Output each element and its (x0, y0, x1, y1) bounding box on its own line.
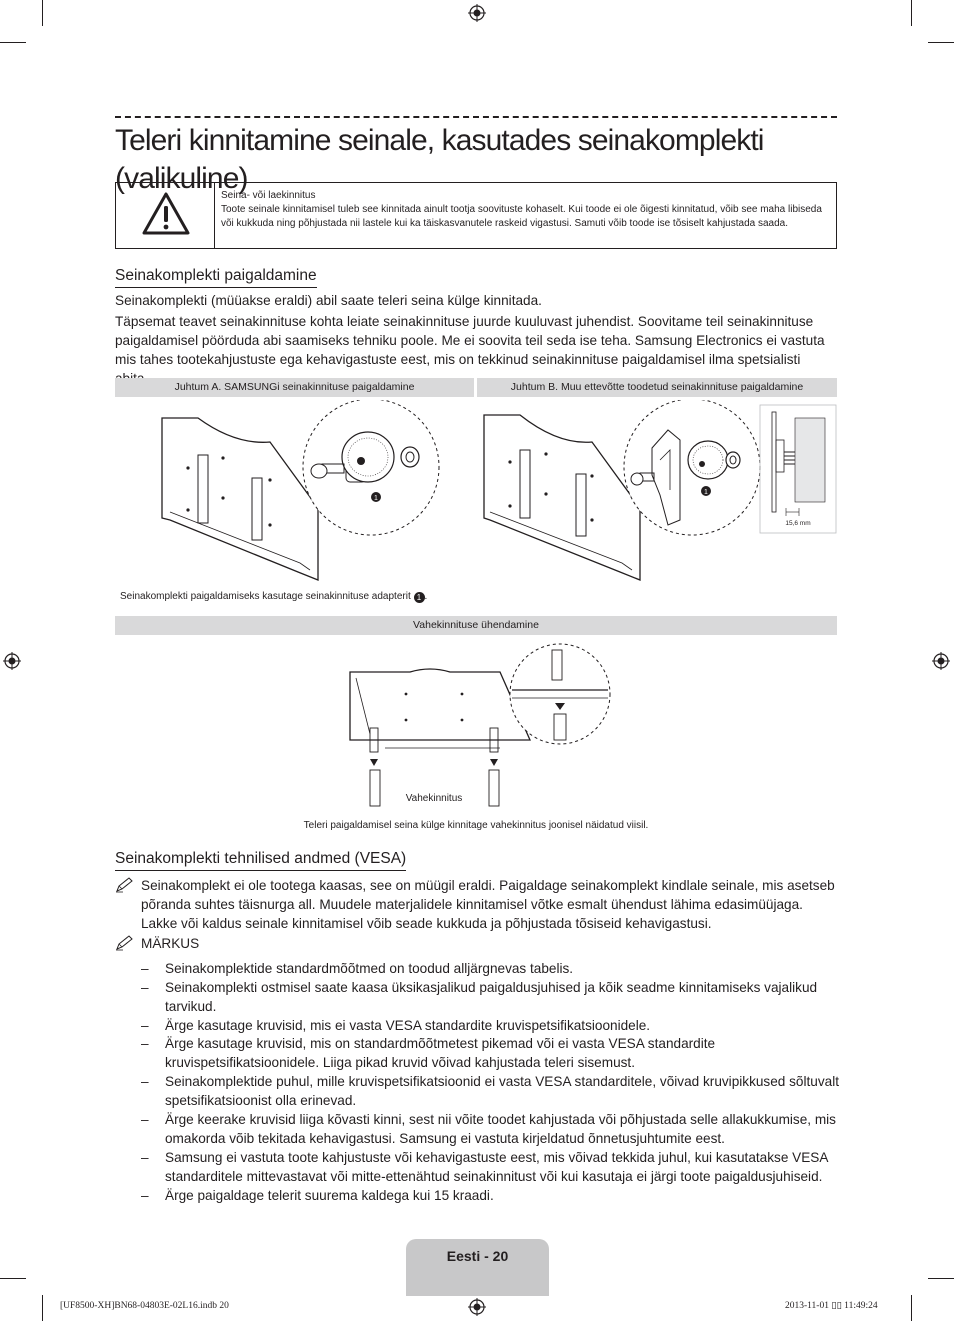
spacer-label: Vahekinnitus (405, 793, 463, 804)
warning-triangle-icon (141, 191, 191, 237)
adapter-caption-text: Seinakomplekti paigaldamiseks kasutage seinakinnituse adapterit (120, 591, 411, 602)
caution-box (115, 182, 837, 249)
spacer-caption: Teleri paigaldamisel seina külge kinnitage vahekinnitus joonisel näidatud viisil. (303, 820, 649, 831)
caution-body: Toote seinale kinnitamisel tuleb see kinnitada ainult tootja soovituste kohaselt. Kui toode ei ole õigesti kinnitatud, võib see maha libiseda või kukkuda ning põhjustada nii lastele kui ka täiskasvanutele raskeid vigastusi. Samuti võib toode ise tõsiselt kahjustada saada. (221, 204, 822, 229)
crop-mark (42, 0, 43, 26)
registration-mark-icon (3, 652, 21, 670)
case-b-header: Juhtum B. Muu ettevõtte toodetud seinakinnituse paigaldamine (477, 378, 837, 397)
vesa-note-2-text: MÄRKUS (141, 936, 200, 951)
note-pencil-icon (115, 876, 135, 894)
crop-mark (928, 1278, 954, 1279)
caution-icon-cell (116, 183, 215, 248)
install-heading: Seinakomplekti paigaldamine (115, 266, 317, 288)
adapter-caption: Seinakomplekti paigaldamiseks kasutage seinakinnituse adapterit 1 . (120, 591, 428, 602)
page-title: Teleri kinnitamine seinale, kasutades seinakomplekti (valikuline) (115, 124, 764, 195)
install-para-2: Täpsemat teavet seinakinnituse kohta leiate seinakinnituse juurde kuuluvast juhendist. Soovitame teil seinakinnituse paigaldamisel pöörduda abi saamiseks tehniku poole. Me ei soovita teil seda ise teha. Samsung Electronics ei vastuta mis tahes tootekahjustuste ega kehavigastuste eest, mis on tekkinud seinakinnituse paigaldamisel ilma spetsialisti (115, 314, 825, 367)
crop-mark (0, 1278, 26, 1279)
title-rule (115, 116, 837, 118)
footer-file-info: [UF8500-XH]BN68-04803E-02L16.indb 20 (60, 1301, 229, 1311)
caution-text (221, 189, 829, 231)
registration-mark-icon (932, 652, 950, 670)
case-b-diagram (480, 400, 840, 585)
page-label: Eesti - 20 (446, 1248, 509, 1264)
dimension-label: 15,6 mm (785, 520, 811, 527)
crop-mark (911, 1295, 912, 1321)
note-pencil-icon (115, 934, 135, 952)
case-a-marker: 1 (374, 495, 378, 502)
crop-mark (0, 42, 26, 43)
vesa-note-1-text: Seinakomplekt ei ole tootega kaasas, see on müügil eraldi. Paigaldage seinakomplekt kindlale seinale, mis asetseb põranda suhtes täisnurga all. Muudele materjalidele kinnitamisel võtke esmalt ühendust lähima edasimüüjaga. Lakke või kaldus seinale kinnitamisel võib seade kukkuda ja põhjustada tõsiseid kehavigastusi. (141, 878, 835, 931)
page-number-badge (406, 1239, 549, 1296)
adapter-marker-icon: 1 (414, 592, 425, 603)
crop-mark (928, 42, 954, 43)
case-a-header: Juhtum A. SAMSUNGi seinakinnituse paigaldamine (115, 378, 474, 397)
install-para-1: Seinakomplekti (müüakse eraldi) abil saate teleri seina külge kinnitada. (115, 293, 542, 308)
case-b-marker: 1 (704, 489, 708, 496)
spacer-header: Vahekinnituse ühendamine (115, 616, 837, 635)
caution-heading: Seina- või laekinnitus (221, 190, 316, 201)
crop-mark (911, 0, 912, 26)
spacer-diagram (340, 642, 615, 812)
footer-timestamp: 2013-11-01 ▯▯ 11:49:24 (785, 1301, 878, 1311)
registration-mark-icon (468, 1298, 486, 1316)
crop-mark (42, 1295, 43, 1321)
case-a-diagram (150, 400, 480, 585)
vesa-heading: Seinakomplekti tehnilised andmed (VESA) (115, 849, 406, 871)
registration-mark-icon (468, 4, 486, 22)
